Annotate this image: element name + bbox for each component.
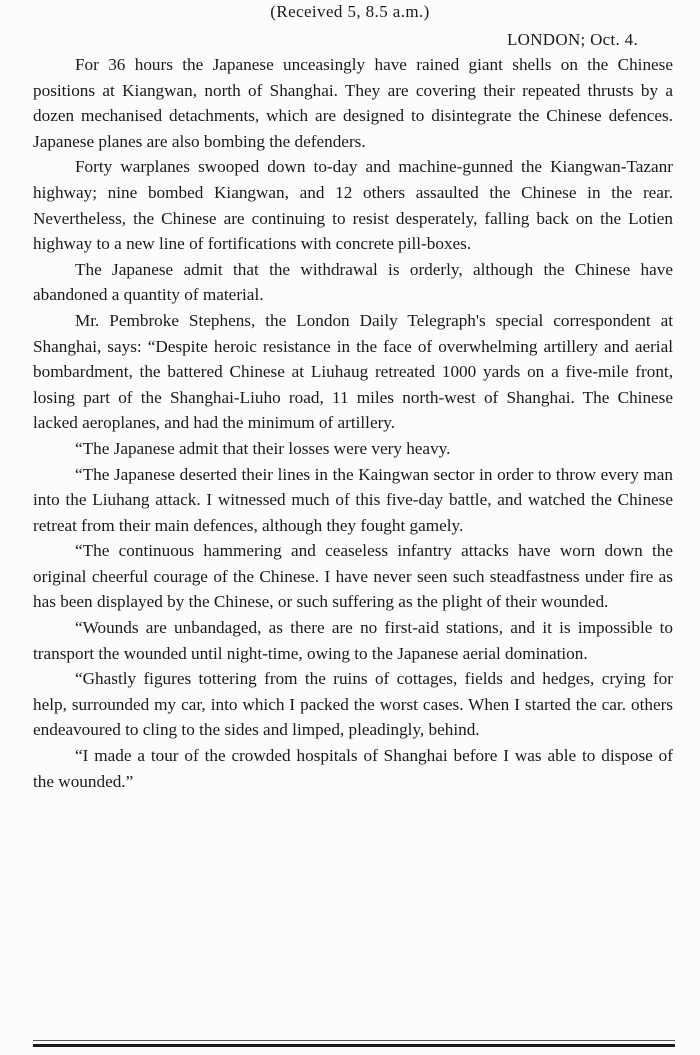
paragraph: “Wounds are unbandaged, as there are no first-aid stations, and it is impossible to transport the wounded until night-time, owing to the Japanese aerial domination. [33,618,673,663]
paragraph: “The continuous hammering and ceaseless infantry attacks have worn down the original cheerful courage of the Chinese. I have never seen such steadfastness under fire as has been displayed by the Chinese, or such suffering as the plight of their wounded. [33,541,673,612]
divider-thin [33,1040,675,1041]
paragraph: Mr. Pembroke Stephens, the London Daily Telegraph's special correspondent at Shanghai, says: “Despite heroic resistance in the face of overwhelming artillery and aerial bombardment, the battered Chinese at Liuhaug retreated 1000 yards on a five-mile front, losing part of the Shanghai-Liuho road, 11 miles north-west of Shanghai. The Chinese lacked aeroplanes, and had the minimum of artillery. [33,310,673,433]
paragraph: “Ghastly figures tottering from the ruins of cottages, fields and hedges, crying for help, surrounded my car, into which I packed the worst cases. When I started the car. others endeavoured to cling to the sides and limped, pleadingly, behind. [33,669,673,740]
paragraph: For 36 hours the Japanese unceasingly have rained giant shells on the Chinese positions at Kiangwan, north of Shanghai. They are covering their repeated thrusts by a dozen mechanised detachments, which are designed to disintegrate the Chinese defences. Japanese planes are also bombing the defenders. [33,55,673,151]
article-body [33,52,673,794]
paragraph: “The Japanese admit that their losses were very heavy. [75,438,451,458]
divider-rule [33,1044,675,1047]
paragraph: The Japanese admit that the withdrawal is orderly, although the Chinese have abandoned a quantity of material. [33,259,673,305]
dateline: LONDON; Oct. 4. [506,30,638,49]
paragraph: Forty warplanes swooped down to-day and machine-gunned the Kiangwan-Tazanr highway; nine bombed Kiangwan, and 12 others assaulted the Chinese in the rear. Nevertheless, the Chinese are continuing to resist desperately, falling back on the Lotien highway to a new line of fortifications with concrete pill-boxes. [33,157,673,254]
paragraph: “The Japanese deserted their lines in the Kaingwan sector in order to throw every man into the Liuhang attack. I witnessed much of this five-day battle, and watched the Chinese retreat from their main defences, although they fought gamely. [33,464,673,535]
received-timestamp: (Received 5, 8.5 a.m.) [270,2,430,21]
paragraph: “I made a tour of the crowded hospitals of Shanghai before I was able to dispose of the wounded.” [33,746,673,791]
